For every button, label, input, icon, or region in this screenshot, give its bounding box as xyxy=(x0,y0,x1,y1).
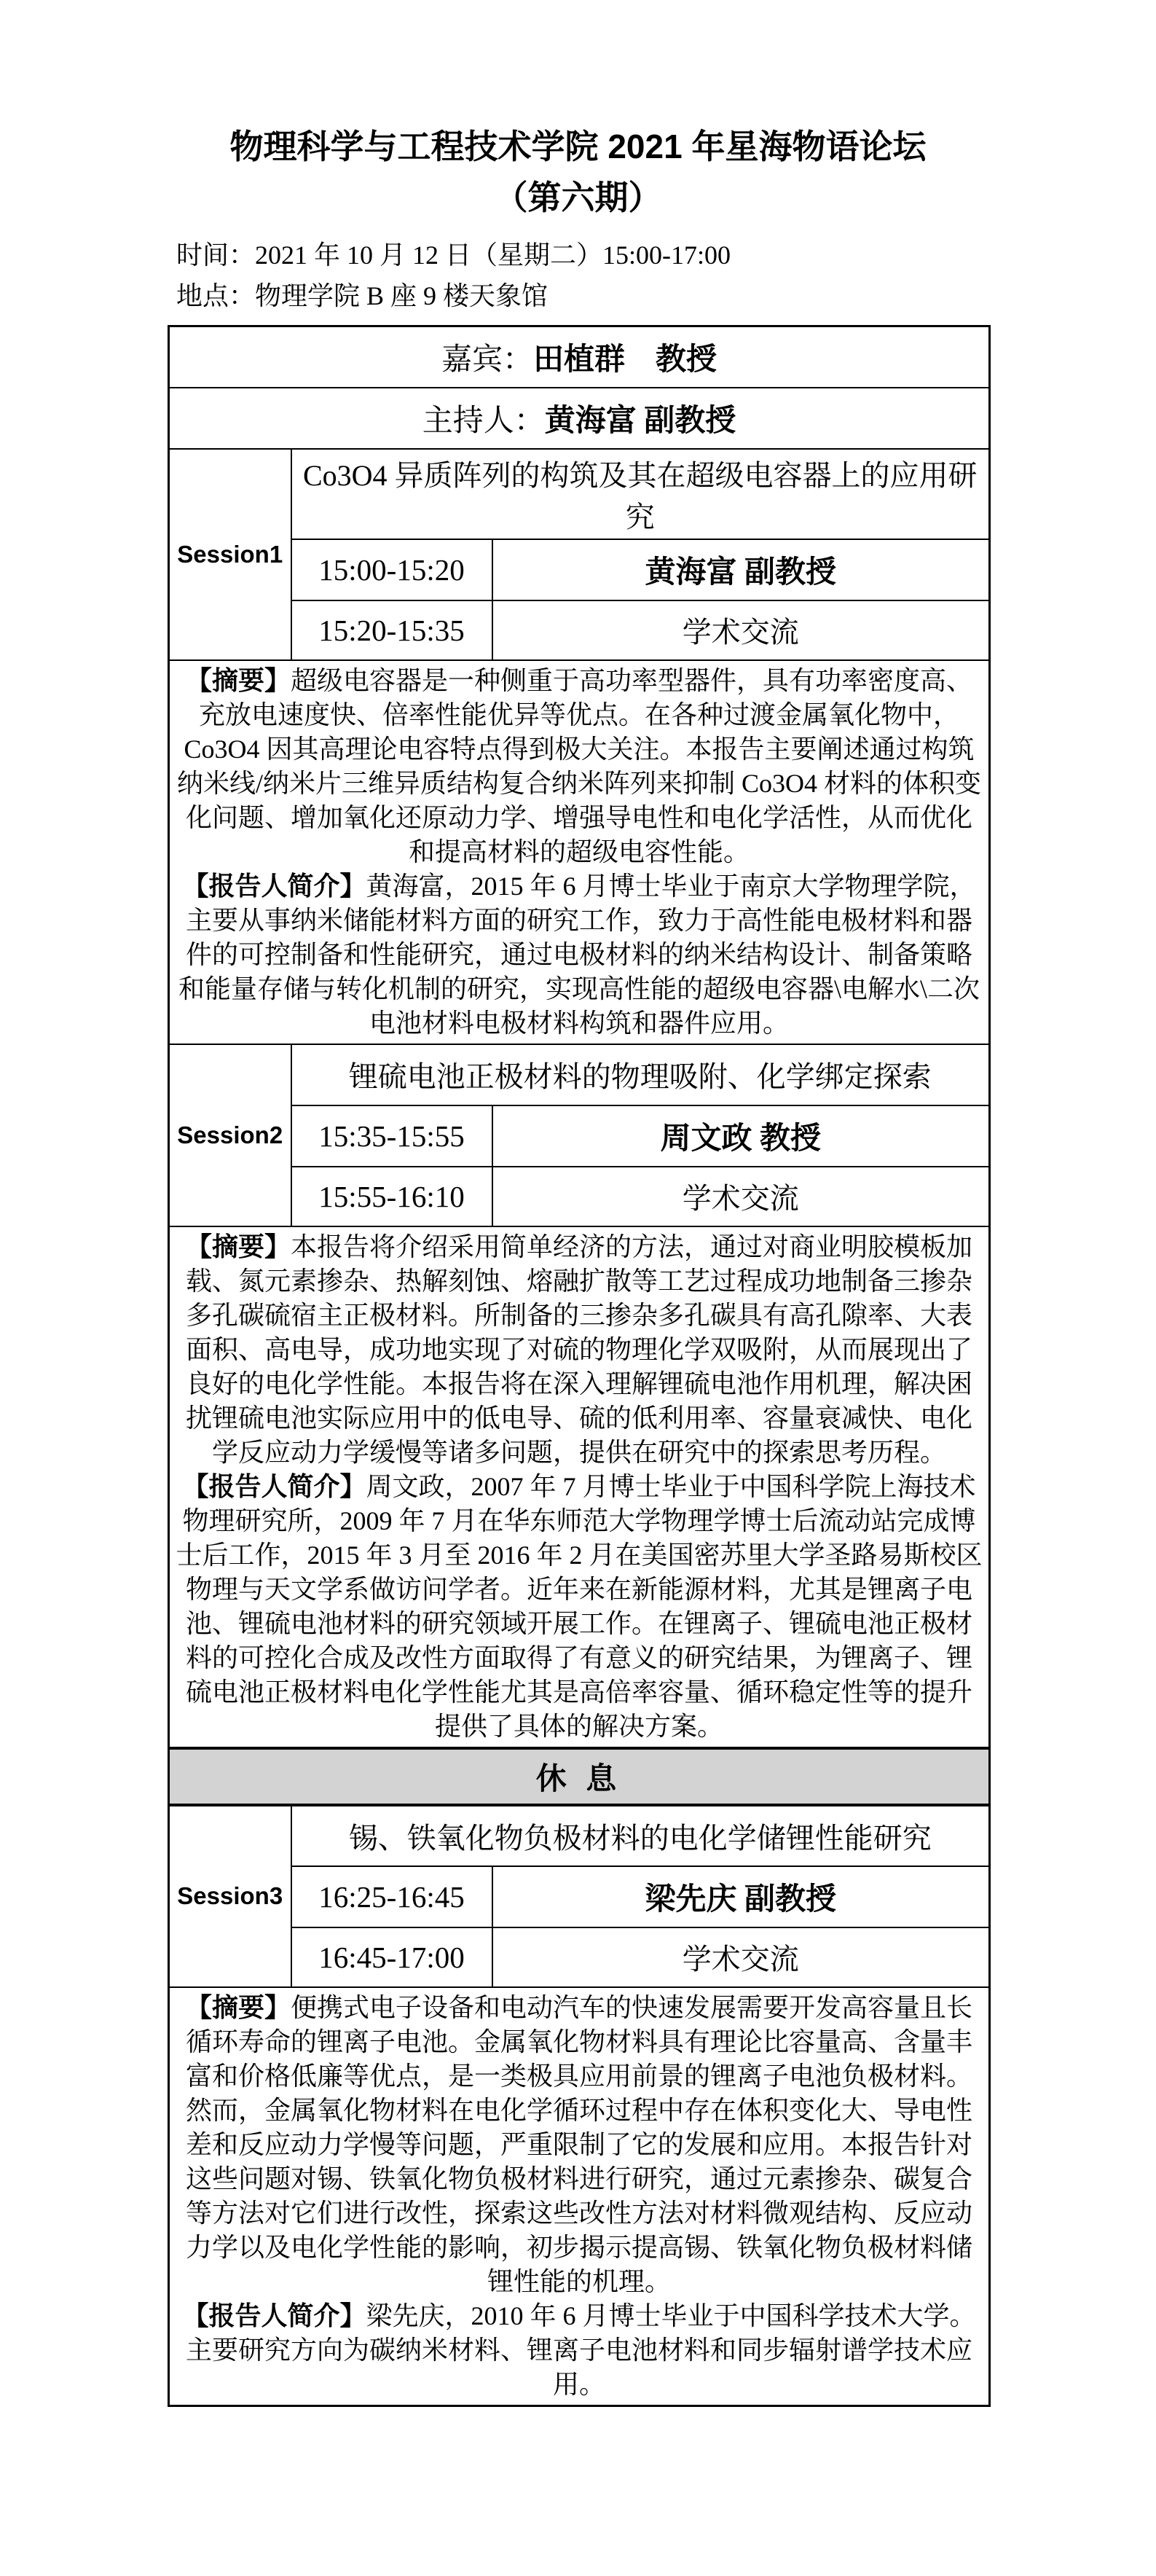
session-2-slot-1-speaker: 周文政 教授 xyxy=(492,1105,990,1167)
guest-row xyxy=(169,326,990,388)
session-3-slot-2-activity: 学术交流 xyxy=(492,1927,990,1987)
abstract-text: 本报告将介绍采用简单经济的方法，通过对商业明胶模板加载、氮元素掺杂、热解刻蚀、熔融扩散等工艺过程成功地制备三掺杂多孔碳硫宿主正极材料。所制备的三掺杂多孔碳具有高孔隙率、大表面积、高电导，成功地实现了对硫的物理化学双吸附，从而展现出了良好的电化学性能。本报告将在深入理解锂硫电池作用机理，解决困扰锂硫电池实际应用中的低电导、硫的低利用率、容量衰减快、电化学反应动力学缓慢等诸多问题，提供在研究中的探索思考历程。 xyxy=(185,1232,973,1467)
session-3-label: Session3 xyxy=(169,1805,291,1987)
session-3-abstract-cell xyxy=(169,1987,990,2406)
abstract-paragraph xyxy=(176,664,983,869)
session-2-slot-1-row xyxy=(169,1105,990,1167)
host-label: 主持人： xyxy=(422,404,545,438)
session-2-abstract-cell xyxy=(169,1226,990,1748)
guest-cell xyxy=(169,326,990,388)
session-2-slot-2-time: 15:55-16:10 xyxy=(291,1167,492,1226)
event-time: 时间：2021 年 10 月 12 日（星期二）15:00-17:00 xyxy=(176,240,731,270)
host-name: 黄海富 副教授 xyxy=(544,404,736,438)
guest-label: 嘉宾： xyxy=(441,342,533,377)
session-3-slot-2-time: 16:45-17:00 xyxy=(291,1927,492,1987)
event-location: 地点：物理学院 B 座 9 楼天象馆 xyxy=(176,281,548,310)
session-1-slot-1-time: 15:00-15:20 xyxy=(291,539,492,600)
session-3-topic: 锡、铁氧化物负极材料的电化学储锂性能研究 xyxy=(291,1805,990,1866)
host-cell xyxy=(169,388,990,449)
bio-paragraph xyxy=(176,2299,983,2402)
session-1-slot-2-activity: 学术交流 xyxy=(492,600,990,660)
host-row xyxy=(169,388,990,449)
bio-text: 黄海富，2015 年 6 月博士毕业于南京大学物理学院，主要从事纳米储能材料方面的研究工作，致力于高性能电极材料和器件的可控制备和性能研究，通过电极材料的纳米结构设计、制备策略和能量存储与转化机制的研究，实现高性能的超级电容器\电解水\二次电池材料电极材料构筑和器件应用。 xyxy=(178,871,980,1038)
session-1-slot-1-row xyxy=(169,539,990,600)
abstract-label: 【摘要】 xyxy=(185,665,291,695)
break-row xyxy=(169,1748,990,1805)
session-2-abstract-row xyxy=(169,1226,990,1748)
bio-text: 梁先庆，2010 年 6 月博士毕业于中国科学技术大学。主要研究方向为碳纳米材料、锂离子电池材料和同步辐射谱学技术应用。 xyxy=(185,2301,976,2399)
page-title-line2: （第六期） xyxy=(494,179,662,216)
page-title-line1: 物理科学与工程技术学院 2021 年星海物语论坛 xyxy=(229,128,927,165)
abstract-text: 便携式电子设备和电动汽车的快速发展需要开发高容量且长循环寿命的锂离子电池。金属氧化物材料具有理论比容量高、含量丰富和价格低廉等优点，是一类极具应用前景的锂离子电池负极材料。然而，金属氧化物材料在电化学循环过程中存在体积变化大、导电性差和反应动力学慢等问题，严重限制了它的发展和应用。本报告针对这些问题对锡、铁氧化物负极材料进行研究，通过元素掺杂、碳复合等方法对它们进行改性，探索这些改性方法对材料微观结构、反应动力学以及电化学性能的影响，初步揭示提高锡、铁氧化物负极材料储锂性能的机理。 xyxy=(185,1992,973,2296)
abstract-label: 【摘要】 xyxy=(185,1232,291,1261)
session-1-abstract-row xyxy=(169,660,990,1044)
bio-paragraph xyxy=(176,1470,983,1744)
session-1-slot-2-row xyxy=(169,600,990,660)
session-1-topic-row xyxy=(169,449,990,539)
session-2-topic: 锂硫电池正极材料的物理吸附、化学绑定探索 xyxy=(291,1044,990,1105)
abstract-label: 【摘要】 xyxy=(185,1992,291,2022)
session-1-abstract-cell xyxy=(169,660,990,1044)
session-3-slot-1-row xyxy=(169,1866,990,1927)
session-3-topic-row xyxy=(169,1805,990,1866)
session-2-slot-2-row xyxy=(169,1167,990,1226)
session-2-slot-1-time: 15:35-15:55 xyxy=(291,1105,492,1167)
bio-text: 周文政，2007 年 7 月博士毕业于中国科学院上海技术物理研究所，2009 年 7 月在华东师范大学物理学博士后流动站完成博士后工作，2015 年 3 月至 2016 年 2 月在美国密苏里大学圣路易斯校区物理与天文学系做访问学者。近年来在新能源材料，尤其是锂离子电池、锂硫电池材料的研究领域开展工作。在锂离子、锂硫电池正极材料的可控化合成及改性方面取得了有意义的研究结果，为锂离子、锂硫电池正极材料电化学性能尤其是高倍率容量、循环稳定性等的提升提供了具体的解决方案。 xyxy=(176,1471,983,1741)
session-1-topic: Co3O4 异质阵列的构筑及其在超级电容器上的应用研究 xyxy=(291,449,990,539)
session-1-label: Session1 xyxy=(169,449,291,660)
session-2-label: Session2 xyxy=(169,1044,291,1226)
break-cell: 休 息 xyxy=(169,1748,990,1805)
session-3-abstract-row xyxy=(169,1987,990,2406)
session-3-slot-1-speaker: 梁先庆 副教授 xyxy=(492,1866,990,1927)
session-2-slot-2-activity: 学术交流 xyxy=(492,1167,990,1226)
guest-name: 田植群 教授 xyxy=(533,342,717,377)
session-1-slot-1-speaker: 黄海富 副教授 xyxy=(492,539,990,600)
bio-label: 【报告人简介】 xyxy=(182,1471,366,1501)
bio-label: 【报告人简介】 xyxy=(182,2301,366,2330)
session-3-slot-2-row xyxy=(169,1927,990,1987)
abstract-paragraph xyxy=(176,1991,983,2299)
abstract-text: 超级电容器是一种侧重于高功率型器件，具有功率密度高、充放电速度快、倍率性能优异等优点。在各种过渡金属氧化物中，Co3O4 因其高理论电容特点得到极大关注。本报告主要阐述通过构筑纳米线/纳米片三维异质结构复合纳米阵列来抑制 Co3O4 材料的体积变化问题、增加氧化还原动力学、增强导电性和电化学活性，从而优化和提高材料的超级电容性能。 xyxy=(176,665,981,866)
bio-label: 【报告人简介】 xyxy=(182,871,366,901)
abstract-paragraph xyxy=(176,1230,983,1470)
schedule-table xyxy=(168,325,991,2407)
session-3-slot-1-time: 16:25-16:45 xyxy=(291,1866,492,1927)
bio-paragraph xyxy=(176,869,983,1041)
session-1-slot-2-time: 15:20-15:35 xyxy=(291,600,492,660)
session-2-topic-row xyxy=(169,1044,990,1105)
